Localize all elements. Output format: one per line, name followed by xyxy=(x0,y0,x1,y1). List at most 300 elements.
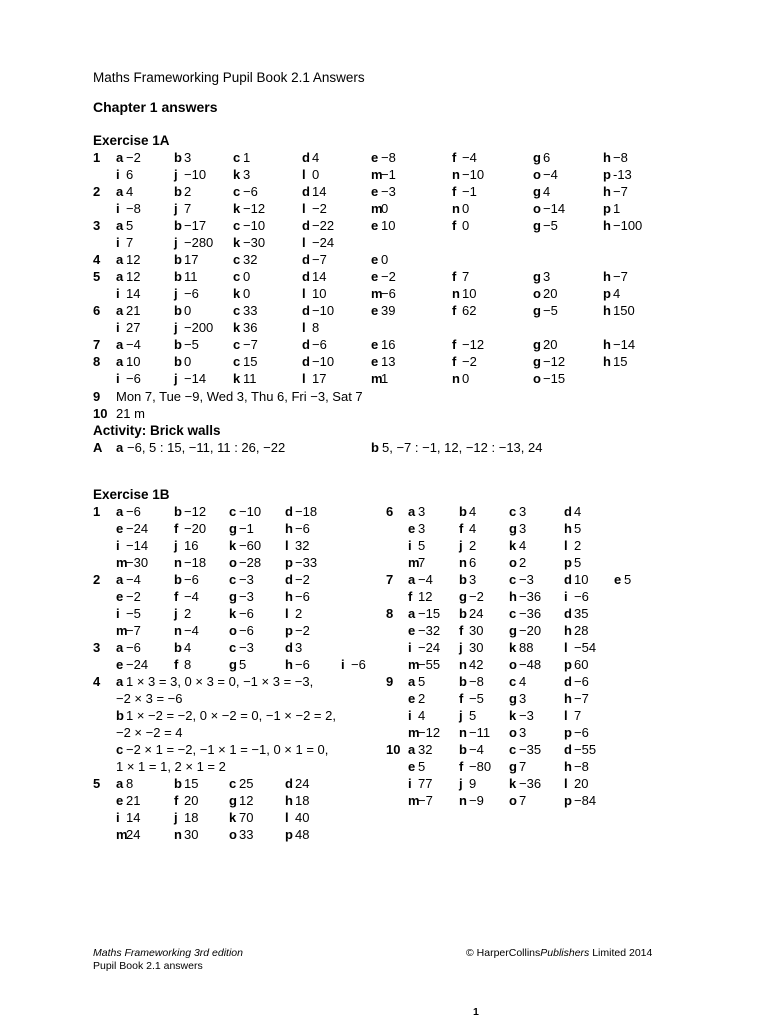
answer-value: 20 xyxy=(543,337,558,352)
answer-value: −30 xyxy=(243,235,266,250)
answer-letter: e xyxy=(408,691,416,706)
answer-value: −6 xyxy=(295,589,310,604)
answer-value: −6 xyxy=(381,286,396,301)
answer-value: −20 xyxy=(519,623,542,638)
answer-value: 4 xyxy=(519,538,527,553)
answer-letter: a xyxy=(408,606,416,621)
answer-letter: k xyxy=(233,167,241,182)
answer-letter: f xyxy=(459,521,464,536)
answer-letter: e xyxy=(371,303,379,318)
answer-letter: f xyxy=(408,589,413,604)
answer-letter: h xyxy=(564,759,572,774)
answer-value: −2 xyxy=(469,589,484,604)
question-number: 10 xyxy=(93,406,108,421)
question-number: 6 xyxy=(93,303,101,318)
answer-letter: d xyxy=(302,303,310,318)
question-number: 10 xyxy=(386,742,401,757)
answer-value: 3 xyxy=(519,725,527,740)
answer-value: −7 xyxy=(418,793,433,808)
answer-letter: e xyxy=(371,354,379,369)
answer-letter: b xyxy=(174,354,182,369)
answer-letter: f xyxy=(452,354,457,369)
answer-value: 13 xyxy=(381,354,396,369)
answer-letter: i xyxy=(116,320,120,335)
answer-value: 12 xyxy=(126,252,141,267)
answer-letter: o xyxy=(533,167,541,182)
answer-letter: e xyxy=(614,572,622,587)
answer-text: 1 × 1 = 1, 2 × 1 = 2 xyxy=(116,759,226,774)
answer-value: 5 xyxy=(418,674,426,689)
answer-value: 33 xyxy=(243,303,258,318)
answer-letter: o xyxy=(509,657,517,672)
answer-letter: c xyxy=(509,572,517,587)
answer-letter: b xyxy=(459,606,467,621)
question-number: 9 xyxy=(386,674,394,689)
answer-letter: d xyxy=(302,354,310,369)
answer-value: 24 xyxy=(126,827,141,842)
answer-value: −14 xyxy=(613,337,636,352)
answer-value: −10 xyxy=(312,354,335,369)
answer-letter: b xyxy=(371,440,379,455)
answer-value: 5 xyxy=(418,759,426,774)
answer-value: 4 xyxy=(184,640,192,655)
answer-letter: g xyxy=(229,657,237,672)
answer-value: −24 xyxy=(126,521,149,536)
answer-letter: o xyxy=(229,827,237,842)
answer-value: −54 xyxy=(574,640,597,655)
answer-value: −8 xyxy=(469,674,484,689)
answer-letter: l xyxy=(302,201,306,216)
answer-value: 32 xyxy=(243,252,258,267)
answer-letter: o xyxy=(229,623,237,638)
answer-value: −10 xyxy=(312,303,335,318)
answer-value: 6 xyxy=(543,150,551,165)
answer-value: −84 xyxy=(574,793,597,808)
answer-letter: d xyxy=(302,218,310,233)
answer-letter: h xyxy=(285,657,293,672)
answer-letter: g xyxy=(509,623,517,638)
answer-letter: c xyxy=(509,674,517,689)
answer-value: 18 xyxy=(184,810,199,825)
answer-letter: o xyxy=(509,725,517,740)
answer-letter: i xyxy=(116,167,120,182)
answer-letter: c xyxy=(229,776,237,791)
answer-letter: l xyxy=(285,810,289,825)
answer-letter: i xyxy=(116,286,120,301)
answer-value: 48 xyxy=(295,827,310,842)
answer-value: 0 xyxy=(462,371,470,386)
answer-letter: n xyxy=(459,657,467,672)
answer-letter: c xyxy=(509,504,517,519)
answer-letter: d xyxy=(302,184,310,199)
answer-letter: m xyxy=(408,793,420,808)
answer-letter: m xyxy=(371,201,383,216)
answer-value: −6 xyxy=(239,606,254,621)
answer-letter: b xyxy=(116,708,124,723)
answer-letter: h xyxy=(603,354,611,369)
answer-letter: a xyxy=(116,440,124,455)
answer-value: −5 xyxy=(469,691,484,706)
answer-letter: g xyxy=(533,150,541,165)
answer-letter: h xyxy=(603,303,611,318)
answer-value: −4 xyxy=(469,742,484,757)
answer-letter: a xyxy=(116,776,124,791)
answer-letter: c xyxy=(509,606,517,621)
answer-value: 4 xyxy=(418,708,426,723)
answer-letter: n xyxy=(452,201,460,216)
answer-value: −55 xyxy=(574,742,597,757)
question-number: 7 xyxy=(386,572,394,587)
answer-value: 18 xyxy=(295,793,310,808)
answer-letter: e xyxy=(371,184,379,199)
question-number: 4 xyxy=(93,252,101,267)
answer-value: 35 xyxy=(574,606,589,621)
answer-letter: f xyxy=(459,759,464,774)
answer-letter: i xyxy=(116,201,120,216)
answer-value: 2 xyxy=(418,691,426,706)
answer-letter: d xyxy=(564,504,572,519)
answer-value: 27 xyxy=(126,320,141,335)
answer-letter: k xyxy=(233,235,241,250)
answer-value: 39 xyxy=(381,303,396,318)
question-number: 1 xyxy=(93,504,101,519)
answer-value: −3 xyxy=(239,589,254,604)
answer-letter: a xyxy=(408,742,416,757)
answer-letter: b xyxy=(174,269,182,284)
answer-letter: e xyxy=(116,521,124,536)
answer-letter: m xyxy=(408,725,420,740)
answer-letter: l xyxy=(302,235,306,250)
answer-value: −36 xyxy=(519,606,542,621)
answer-value: −12 xyxy=(243,201,266,216)
answer-letter: d xyxy=(302,150,310,165)
answer-letter: e xyxy=(408,521,416,536)
answer-letter: e xyxy=(116,589,124,604)
exercise-1a-heading: Exercise 1A xyxy=(93,133,170,148)
answer-value: 15 xyxy=(184,776,199,791)
answer-letter: c xyxy=(233,337,241,352)
answer-letter: g xyxy=(533,269,541,284)
answer-letter: j xyxy=(174,235,178,250)
answer-letter: e xyxy=(408,623,416,638)
answer-value: 11 xyxy=(243,371,257,386)
answer-letter: c xyxy=(233,354,241,369)
answer-letter: f xyxy=(452,218,457,233)
answer-letter: d xyxy=(302,337,310,352)
answer-letter: c xyxy=(233,150,241,165)
answer-letter: p xyxy=(285,827,293,842)
answer-letter: h xyxy=(564,521,572,536)
answer-letter: m xyxy=(116,623,128,638)
answer-value: −4 xyxy=(184,623,199,638)
answer-letter: c xyxy=(233,269,241,284)
answer-value: 4 xyxy=(126,184,134,199)
answer-value: 15 xyxy=(243,354,258,369)
answer-value: 3 xyxy=(519,521,527,536)
answer-value: −4 xyxy=(184,589,199,604)
answer-value: 7 xyxy=(462,269,470,284)
answer-value: 1 xyxy=(613,201,621,216)
answer-letter: i xyxy=(116,538,120,553)
answer-letter: n xyxy=(452,371,460,386)
answer-letter: g xyxy=(229,793,237,808)
question-number: 3 xyxy=(93,640,101,655)
answer-value: −6 xyxy=(574,674,589,689)
answer-value: 7 xyxy=(126,235,134,250)
answer-letter: j xyxy=(459,776,463,791)
answer-value: 11 xyxy=(184,269,198,284)
exercise-1b-heading: Exercise 1B xyxy=(93,487,170,502)
answer-letter: h xyxy=(285,521,293,536)
answer-value: −10 xyxy=(462,167,485,182)
answer-letter: l xyxy=(302,286,306,301)
answer-letter: d xyxy=(564,674,572,689)
answer-letter: e xyxy=(371,218,379,233)
answer-letter: i xyxy=(408,538,412,553)
answer-text: 21 m xyxy=(116,406,145,421)
answer-value: −2 xyxy=(295,623,310,638)
answer-letter: f xyxy=(459,691,464,706)
answer-text: −2 × 1 = −2, −1 × 1 = −1, 0 × 1 = 0, xyxy=(126,742,329,757)
answer-letter: a xyxy=(116,303,124,318)
answer-value: 4 xyxy=(543,184,551,199)
answer-letter: m xyxy=(116,555,128,570)
answer-letter: d xyxy=(564,572,572,587)
answer-letter: j xyxy=(174,538,178,553)
answer-letter: k xyxy=(509,708,517,723)
answer-value: −55 xyxy=(418,657,441,672)
answer-letter: c xyxy=(229,640,237,655)
answer-value: 5 xyxy=(574,521,582,536)
answer-value: −3 xyxy=(381,184,396,199)
footer-book-subtitle: Pupil Book 2.1 answers xyxy=(93,960,203,972)
answer-value: −3 xyxy=(519,572,534,587)
answer-value: −30 xyxy=(126,555,149,570)
answer-value: −18 xyxy=(295,504,318,519)
answer-value: −7 xyxy=(243,337,258,352)
answer-value: 5 xyxy=(418,538,426,553)
answer-value: 10 xyxy=(312,286,327,301)
answer-value: −6 xyxy=(574,589,589,604)
answer-letter: a xyxy=(116,184,124,199)
answer-value: 77 xyxy=(418,776,433,791)
answer-letter: a xyxy=(116,674,124,689)
answer-value: 0 xyxy=(243,269,251,284)
answer-letter: e xyxy=(116,793,124,808)
page-title: Maths Frameworking Pupil Book 2.1 Answers xyxy=(93,70,365,85)
question-number: A xyxy=(93,440,103,455)
answer-value: −14 xyxy=(543,201,566,216)
answer-letter: k xyxy=(229,538,237,553)
question-number: 5 xyxy=(93,776,101,791)
answer-value: −2 xyxy=(295,572,310,587)
answer-value: −36 xyxy=(519,589,542,604)
answer-letter: h xyxy=(564,691,572,706)
answer-value: 12 xyxy=(126,269,141,284)
answer-value: 5 xyxy=(469,708,477,723)
answer-letter: a xyxy=(116,218,124,233)
answer-value: −8 xyxy=(381,150,396,165)
answer-letter: b xyxy=(459,504,467,519)
answer-value: 6 xyxy=(469,555,477,570)
answer-value: −3 xyxy=(239,572,254,587)
answer-letter: j xyxy=(459,538,463,553)
answer-letter: b xyxy=(174,572,182,587)
answer-value: −12 xyxy=(462,337,485,352)
answer-letter: e xyxy=(371,150,379,165)
question-number: 8 xyxy=(386,606,394,621)
answer-letter: h xyxy=(603,337,611,352)
answer-value: 0 xyxy=(243,286,251,301)
answer-value: −28 xyxy=(239,555,262,570)
footer-book-title: Maths Frameworking 3rd edition xyxy=(93,947,243,959)
answer-letter: d xyxy=(285,504,293,519)
answer-letter: c xyxy=(229,504,237,519)
answer-value: 32 xyxy=(295,538,310,553)
answer-letter: m xyxy=(371,371,383,386)
answer-value: 4 xyxy=(469,521,477,536)
answer-value: −24 xyxy=(418,640,441,655)
answer-value: −12 xyxy=(543,354,566,369)
question-number: 6 xyxy=(386,504,394,519)
answer-value: 20 xyxy=(184,793,199,808)
answer-value: −8 xyxy=(613,150,628,165)
question-number: 8 xyxy=(93,354,101,369)
answer-value: −7 xyxy=(613,269,628,284)
answer-value: −12 xyxy=(418,725,441,740)
answer-letter: g xyxy=(533,303,541,318)
answer-value: −4 xyxy=(462,150,477,165)
answer-letter: m xyxy=(371,167,383,182)
answer-letter: d xyxy=(285,640,293,655)
answer-value: −5 xyxy=(184,337,199,352)
answer-value: 3 xyxy=(519,691,527,706)
answer-value: 20 xyxy=(543,286,558,301)
question-number: 3 xyxy=(93,218,101,233)
answer-letter: n xyxy=(459,555,467,570)
answer-letter: l xyxy=(564,776,568,791)
answer-letter: a xyxy=(408,572,416,587)
answer-value: 10 xyxy=(126,354,141,369)
answer-letter: l xyxy=(302,167,306,182)
answer-value: −6 xyxy=(126,371,141,386)
answer-letter: d xyxy=(564,606,572,621)
answer-value: 3 xyxy=(469,572,477,587)
answer-letter: p xyxy=(603,286,611,301)
answer-letter: j xyxy=(174,167,178,182)
answer-letter: g xyxy=(229,521,237,536)
answer-letter: p xyxy=(285,555,293,570)
answer-value: −60 xyxy=(239,538,262,553)
answer-value: −7 xyxy=(126,623,141,638)
answer-value: −5 xyxy=(543,303,558,318)
answer-letter: g xyxy=(533,354,541,369)
answer-letter: j xyxy=(174,320,178,335)
answer-value: 7 xyxy=(519,759,527,774)
answer-text: 1 × −2 = −2, 0 × −2 = 0, −1 × −2 = 2, xyxy=(126,708,336,723)
footer-copyright xyxy=(466,947,652,960)
answer-letter: d xyxy=(564,742,572,757)
answer-value: 20 xyxy=(574,776,589,791)
answer-value: −1 xyxy=(462,184,477,199)
answer-value: 33 xyxy=(239,827,254,842)
answer-letter: h xyxy=(509,589,517,604)
answer-value: 5 xyxy=(126,218,134,233)
answer-value: −15 xyxy=(418,606,441,621)
answer-value: 62 xyxy=(462,303,477,318)
answer-letter: f xyxy=(174,657,179,672)
answer-letter: l xyxy=(564,538,568,553)
answer-value: −8 xyxy=(126,201,141,216)
answer-letter: m xyxy=(116,827,128,842)
question-number: 4 xyxy=(93,674,101,689)
answer-value: −10 xyxy=(239,504,262,519)
question-number: 5 xyxy=(93,269,101,284)
answer-value: 16 xyxy=(184,538,199,553)
answer-letter: i xyxy=(116,235,120,250)
answer-value: −24 xyxy=(312,235,335,250)
answer-letter: h xyxy=(603,218,611,233)
answer-letter: i xyxy=(116,371,120,386)
answer-letter: m xyxy=(371,286,383,301)
chapter-heading: Chapter 1 answers xyxy=(93,99,218,115)
answer-value: −15 xyxy=(543,371,566,386)
answer-value: 2 xyxy=(469,538,477,553)
answer-value: 3 xyxy=(418,504,426,519)
answer-value: 5 xyxy=(574,555,582,570)
answer-letter: m xyxy=(408,657,420,672)
answer-letter: e xyxy=(371,337,379,352)
answer-text: −2 × 3 = −6 xyxy=(116,691,183,706)
answer-letter: n xyxy=(452,167,460,182)
answer-value: −280 xyxy=(184,235,214,250)
answer-letter: h xyxy=(603,184,611,199)
answer-value: −20 xyxy=(184,521,207,536)
answer-letter: n xyxy=(452,286,460,301)
answer-letter: k xyxy=(509,640,517,655)
question-number: 9 xyxy=(93,389,101,404)
answer-value: 5 xyxy=(624,572,632,587)
answer-value: −14 xyxy=(126,538,149,553)
answer-letter: j xyxy=(459,640,463,655)
answer-letter: k xyxy=(233,371,241,386)
answer-letter: b xyxy=(174,303,182,318)
answer-value: 14 xyxy=(312,269,327,284)
answer-value: 15 xyxy=(613,354,628,369)
answer-letter: d xyxy=(302,252,310,267)
answer-letter: a xyxy=(408,504,416,519)
answer-value: −1 xyxy=(381,167,396,182)
answer-value: 28 xyxy=(574,623,589,638)
answer-letter: e xyxy=(371,252,379,267)
answer-value: −17 xyxy=(184,218,207,233)
answer-value: 0 xyxy=(312,167,320,182)
answer-letter: n xyxy=(459,725,467,740)
answer-letter: j xyxy=(174,606,178,621)
answer-letter: d xyxy=(285,776,293,791)
answer-value: −10 xyxy=(243,218,266,233)
answer-value: −22 xyxy=(312,218,335,233)
answer-letter: l xyxy=(302,371,306,386)
answer-letter: o xyxy=(509,793,517,808)
answer-letter: n xyxy=(174,623,182,638)
answer-value: −6 xyxy=(184,286,199,301)
answer-value: 2 xyxy=(184,184,192,199)
answer-value: −3 xyxy=(239,640,254,655)
answer-value: 14 xyxy=(126,286,141,301)
answer-value: −4 xyxy=(126,572,141,587)
answer-letter: k xyxy=(229,606,237,621)
